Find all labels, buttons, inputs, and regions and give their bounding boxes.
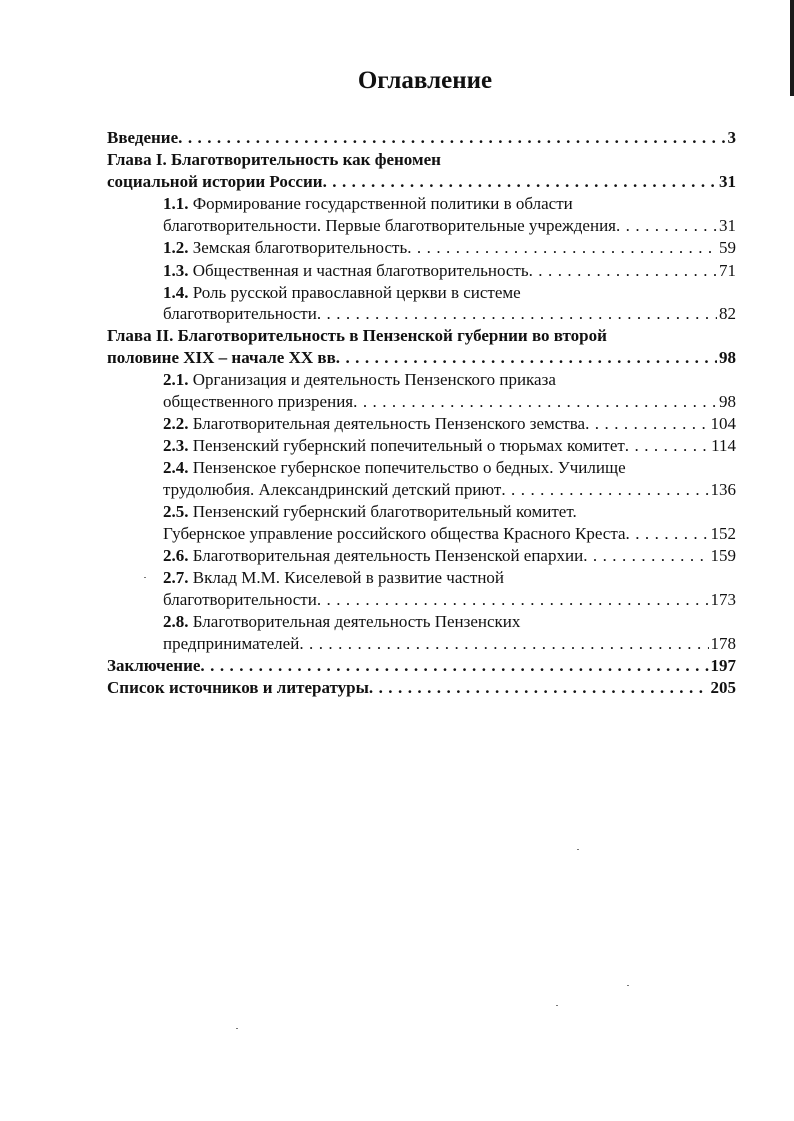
toc-entry-introduction[interactable] bbox=[107, 127, 736, 149]
toc-page-number: 114 bbox=[711, 436, 736, 455]
dot-leader bbox=[585, 413, 708, 435]
toc-page-number: 104 bbox=[710, 414, 736, 433]
toc-entry-text: благотворительности bbox=[163, 590, 317, 609]
scan-speck bbox=[144, 577, 146, 578]
toc-entry-text: Вклад М.М. Киселевой в развитие частной bbox=[192, 568, 505, 587]
toc-entry-section-2-2[interactable] bbox=[163, 413, 736, 435]
toc-entry-text: Благотворительная деятельность Пензенской епархии bbox=[192, 546, 584, 565]
section-number: 1.3. bbox=[163, 261, 189, 280]
toc-page-number: 71 bbox=[719, 261, 736, 280]
toc-entry-section-1-1[interactable] bbox=[163, 193, 573, 215]
dot-leader bbox=[407, 237, 717, 259]
toc-entry-text: Список источников и литературы bbox=[107, 678, 369, 697]
toc-entry-text: Глава II. Благотворительность в Пензенской губернии во второй bbox=[107, 326, 607, 345]
dot-leader bbox=[299, 633, 708, 655]
dot-leader bbox=[178, 127, 725, 149]
toc-page-number: 59 bbox=[719, 238, 736, 257]
toc-page-number: 82 bbox=[719, 304, 736, 323]
toc-entry-chapter-1-line-2[interactable] bbox=[107, 171, 736, 193]
toc-entry-text: Пензенское губернское попечительство о бедных. Училище bbox=[192, 458, 626, 477]
toc-entry-text: общественного призрения bbox=[163, 392, 354, 411]
dot-leader bbox=[625, 435, 709, 457]
section-number: 2.8. bbox=[163, 612, 189, 631]
dot-leader bbox=[501, 479, 708, 501]
toc-entry-text: Земская благотворительность bbox=[192, 238, 408, 257]
dot-leader bbox=[583, 545, 708, 567]
toc-entry-conclusion[interactable] bbox=[107, 655, 736, 677]
dot-leader bbox=[616, 215, 717, 237]
dot-leader bbox=[529, 260, 717, 282]
toc-page-number: 31 bbox=[719, 172, 736, 191]
dot-leader bbox=[317, 589, 709, 611]
toc-entry-section-2-4-line-2[interactable] bbox=[163, 479, 736, 501]
toc-entry-text: Формирование государственной политики в области bbox=[192, 194, 573, 213]
toc-page-number: 178 bbox=[710, 634, 736, 653]
section-number: 2.1. bbox=[163, 370, 189, 389]
toc-entry-section-1-2[interactable] bbox=[163, 237, 736, 259]
toc-entry-section-2-5[interactable] bbox=[163, 501, 577, 523]
section-number: 2.3. bbox=[163, 436, 189, 455]
section-number: 2.4. bbox=[163, 458, 189, 477]
scan-speck bbox=[556, 1005, 558, 1006]
toc-entry-chapter-2-line-2[interactable] bbox=[107, 347, 736, 369]
dot-leader bbox=[626, 523, 709, 545]
toc-page-number: 152 bbox=[710, 524, 736, 543]
toc-entry-text: Глава I. Благотворительность как феномен bbox=[107, 150, 441, 169]
toc-entry-section-2-8[interactable] bbox=[163, 611, 520, 633]
section-number: 1.1. bbox=[163, 194, 189, 213]
toc-page-number: 31 bbox=[719, 216, 736, 235]
toc-entry-chapter-2-line-1[interactable] bbox=[107, 325, 607, 347]
toc-entry-text: Роль русской православной церкви в системе bbox=[192, 283, 521, 302]
toc-entry-text: трудолюбия. Александринский детский приют bbox=[163, 480, 502, 499]
toc-entry-section-2-8-line-2[interactable] bbox=[163, 633, 736, 655]
toc-page-number: 205 bbox=[710, 678, 736, 697]
toc-entry-section-1-4-line-2[interactable] bbox=[163, 303, 736, 325]
toc-entry-text: Введение bbox=[107, 128, 179, 147]
toc-entry-section-1-1-line-2[interactable] bbox=[163, 215, 736, 237]
scan-speck bbox=[236, 1028, 238, 1029]
toc-entry-text: благотворительности bbox=[163, 304, 317, 323]
toc-entry-section-2-6[interactable] bbox=[163, 545, 736, 567]
toc-entry-section-2-4[interactable] bbox=[163, 457, 626, 479]
toc-entry-section-2-7-line-2[interactable] bbox=[163, 589, 736, 611]
section-number: 1.4. bbox=[163, 283, 189, 302]
toc-entry-text: предпринимателей bbox=[163, 634, 300, 653]
toc-entry-text: Губернское управление российского общества Красного Креста bbox=[163, 524, 626, 543]
toc-entry-text: Общественная и частная благотворительность bbox=[192, 261, 529, 280]
toc-entry-section-2-1-line-2[interactable] bbox=[163, 391, 736, 413]
toc-page-number: 159 bbox=[710, 546, 736, 565]
dot-leader bbox=[317, 303, 717, 325]
section-number: 1.2. bbox=[163, 238, 189, 257]
section-number: 2.2. bbox=[163, 414, 189, 433]
toc-entry-sources[interactable] bbox=[107, 677, 736, 699]
section-number: 2.5. bbox=[163, 502, 189, 521]
toc-entry-section-2-3[interactable] bbox=[163, 435, 736, 457]
scan-speck bbox=[577, 849, 579, 850]
toc-entry-section-2-5-line-2[interactable] bbox=[163, 523, 736, 545]
toc-page-number: 197 bbox=[710, 656, 736, 675]
toc-page-number: 136 bbox=[710, 480, 736, 499]
dot-leader bbox=[336, 347, 717, 369]
toc-entry-section-2-7[interactable] bbox=[163, 567, 504, 589]
toc-entry-text: половине XIX – начале XX вв bbox=[107, 348, 336, 367]
toc-entry-text: Заключение bbox=[107, 656, 201, 675]
dot-leader bbox=[323, 171, 717, 193]
dot-leader bbox=[369, 677, 709, 699]
toc-page-number: 3 bbox=[727, 128, 736, 147]
dot-leader bbox=[200, 655, 708, 677]
toc-entry-text: социальной истории России bbox=[107, 172, 323, 191]
scan-speck bbox=[627, 985, 629, 986]
toc-entry-text: Организация и деятельность Пензенского приказа bbox=[192, 370, 556, 389]
toc-page-number: 98 bbox=[719, 348, 736, 367]
toc-entry-text: Благотворительная деятельность Пензенских bbox=[192, 612, 521, 631]
toc-entry-text: Благотворительная деятельность Пензенского земства bbox=[192, 414, 586, 433]
toc-entry-text: Пензенский губернский благотворительный комитет. bbox=[192, 502, 577, 521]
dot-leader bbox=[353, 391, 717, 413]
toc-page-number: 173 bbox=[710, 590, 736, 609]
toc-entry-section-2-1[interactable] bbox=[163, 369, 556, 391]
toc-entry-chapter-1-line-1[interactable] bbox=[107, 149, 441, 171]
page-title: Оглавление bbox=[357, 67, 493, 94]
section-number: 2.6. bbox=[163, 546, 189, 565]
section-number: 2.7. bbox=[163, 568, 189, 587]
toc-entry-text: Пензенский губернский попечительный о тюрьмах комитет bbox=[192, 436, 625, 455]
toc-entry-text: благотворительности. Первые благотворительные учреждения bbox=[163, 216, 616, 235]
toc-entry-section-1-4[interactable] bbox=[163, 282, 521, 304]
toc-page-number: 98 bbox=[719, 392, 736, 411]
toc-entry-section-1-3[interactable] bbox=[163, 260, 736, 282]
